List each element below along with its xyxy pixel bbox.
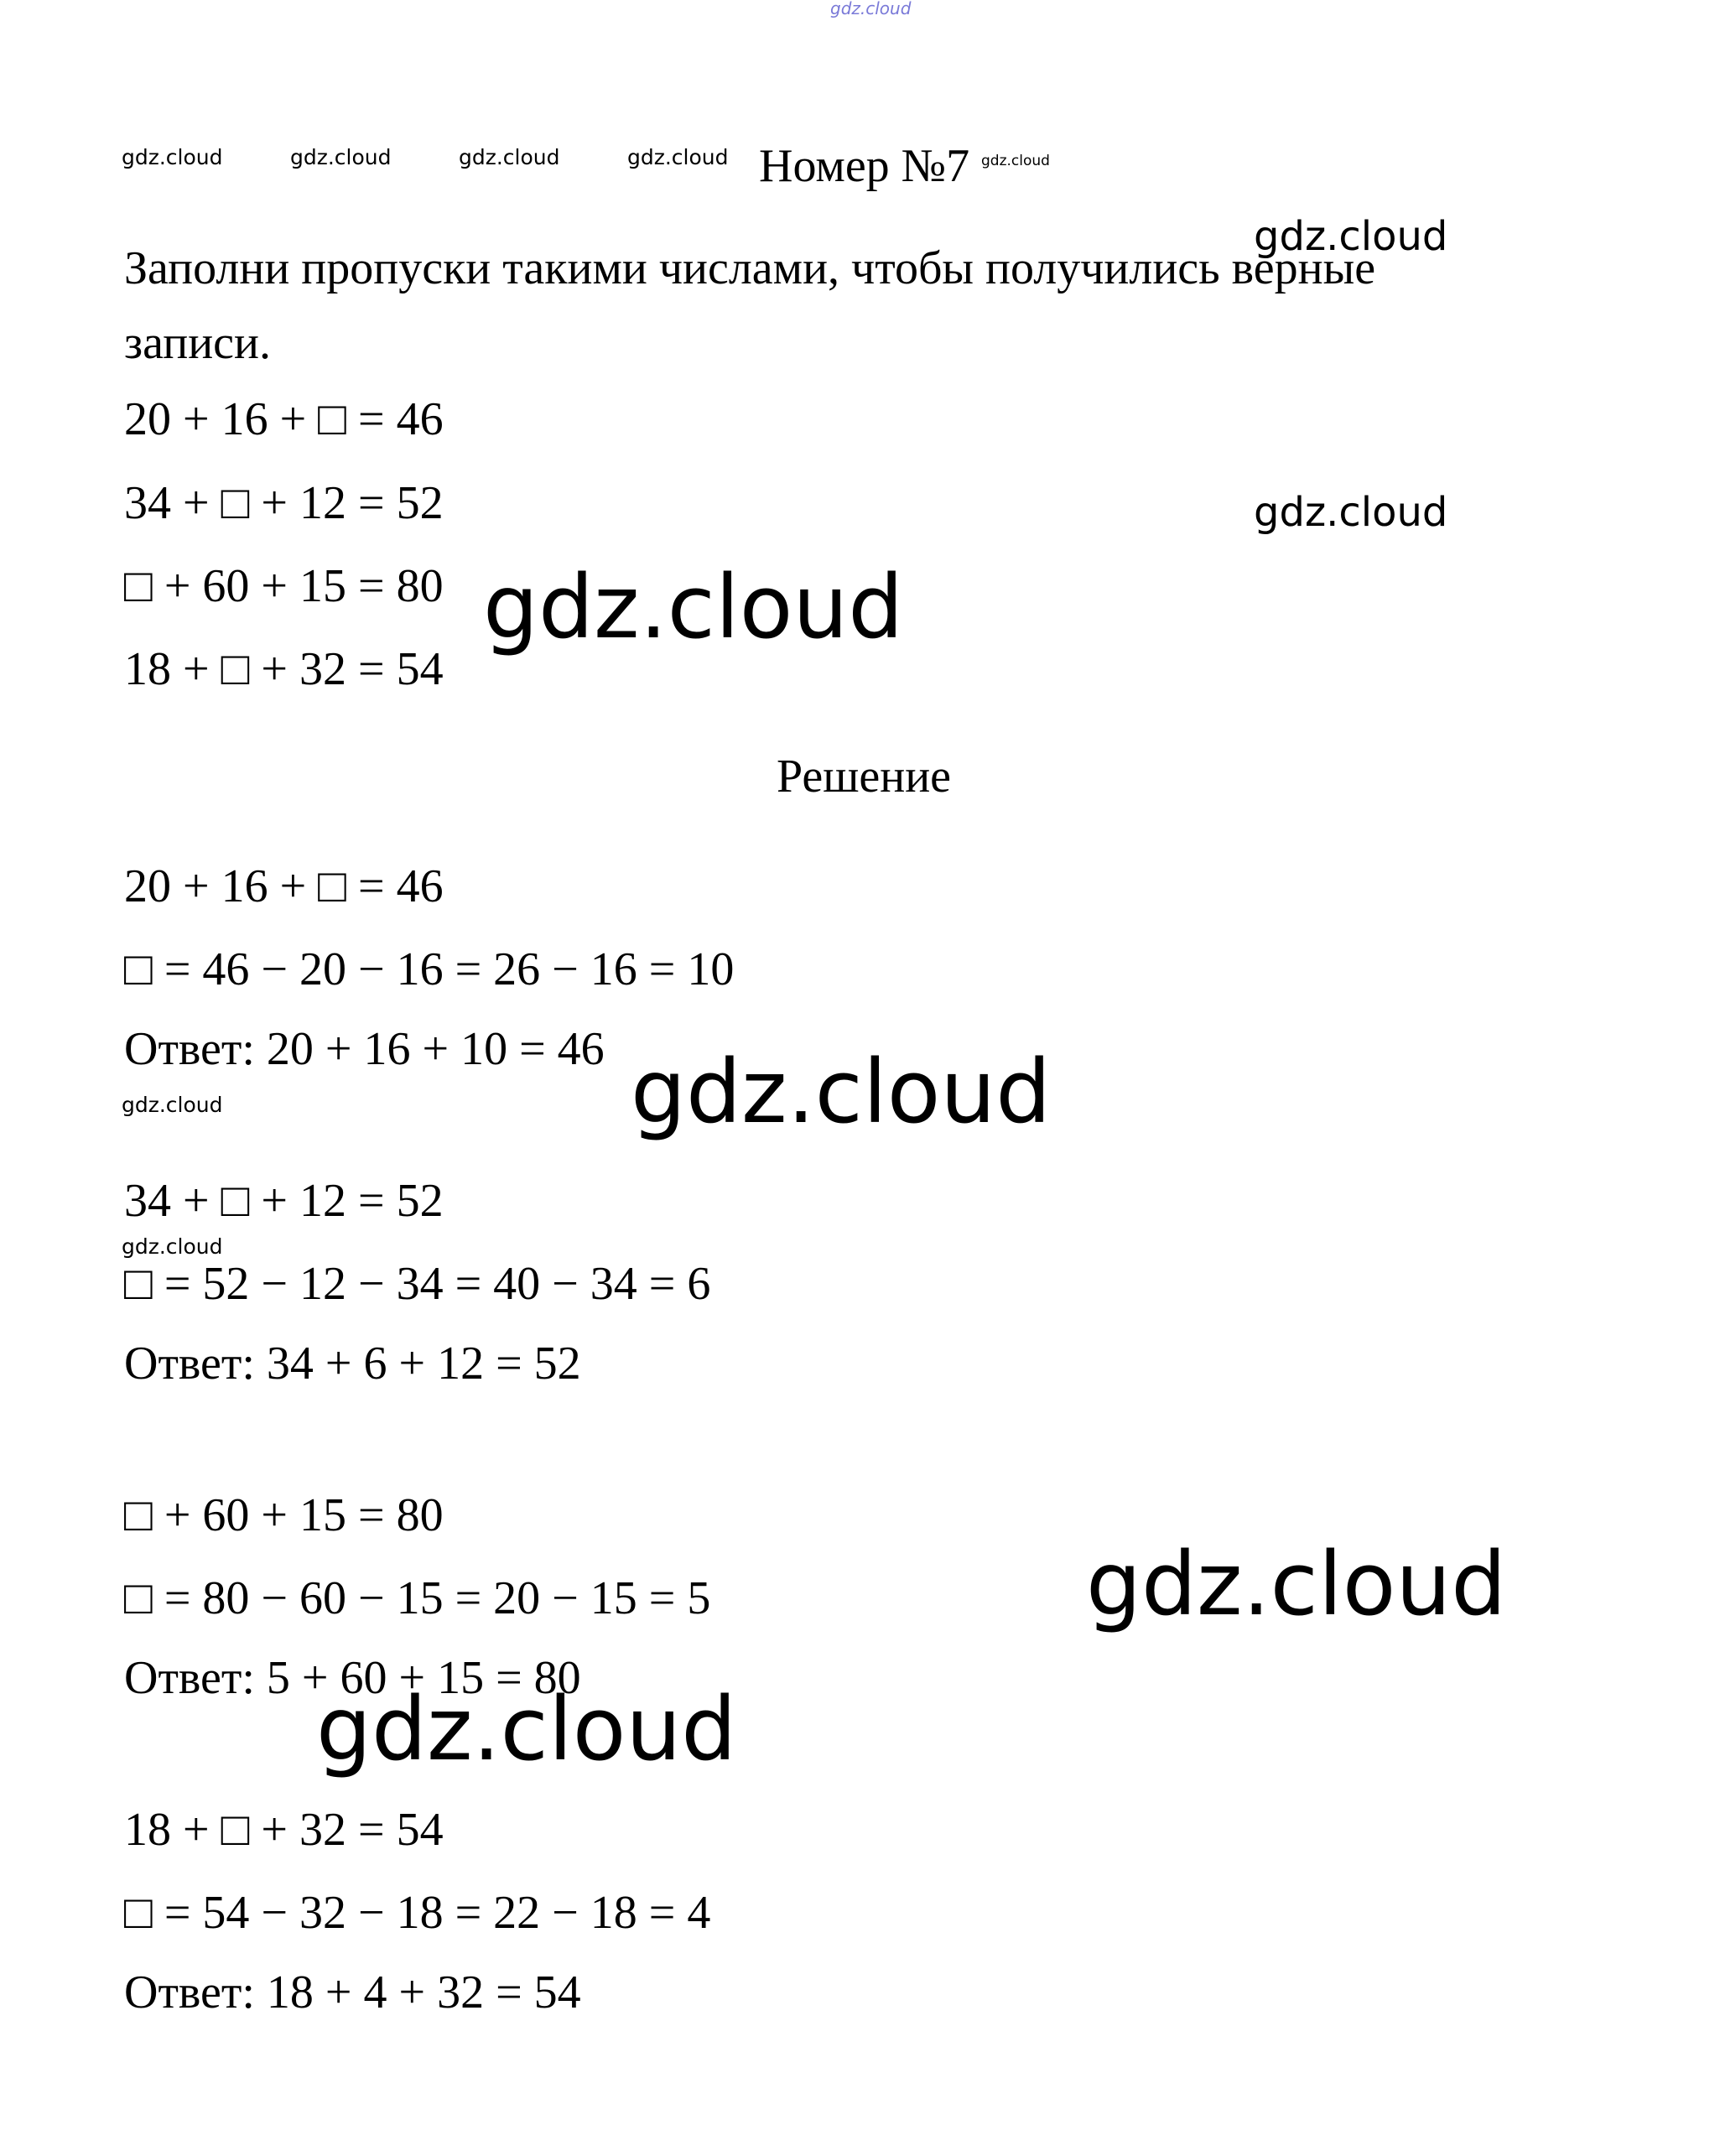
task-equation-4: 18 + □ + 32 = 54 xyxy=(124,643,444,695)
solution-3-equation: □ + 60 + 15 = 80 xyxy=(124,1489,444,1541)
watermark-left-2: gdz.cloud xyxy=(122,1234,223,1259)
solution-2-equation: 34 + □ + 12 = 52 xyxy=(124,1175,444,1227)
solution-1-equation: 20 + 16 + □ = 46 xyxy=(124,860,444,912)
task-equation-2: 34 + □ + 12 = 52 xyxy=(124,477,444,529)
watermark-large-3: gdz.cloud xyxy=(1086,1533,1507,1635)
watermark-header-1: gdz.cloud xyxy=(122,145,223,169)
watermark-large-2: gdz.cloud xyxy=(631,1041,1052,1143)
watermark-header-4: gdz.cloud xyxy=(627,145,729,169)
task-text-line-1: Заполни пропуски такими числами, чтобы получились верные xyxy=(124,242,1376,294)
watermark-left-1: gdz.cloud xyxy=(122,1093,223,1117)
watermark-large-4: gdz.cloud xyxy=(316,1678,737,1780)
solution-2-answer: Ответ: 34 + 6 + 12 = 52 xyxy=(124,1338,581,1390)
watermark-large-1: gdz.cloud xyxy=(483,556,904,658)
task-text-line-2: записи. xyxy=(124,317,271,369)
solution-3-answer: Ответ: 5 + 60 + 15 = 80 xyxy=(124,1652,581,1704)
solution-heading: Решение xyxy=(777,751,952,803)
page-title: Номер №7 xyxy=(759,140,970,192)
solution-2-calc: □ = 52 − 12 − 34 = 40 − 34 = 6 xyxy=(124,1258,711,1310)
watermark-header-3: gdz.cloud xyxy=(459,145,560,169)
watermark-top: gdz.cloud xyxy=(830,0,912,18)
solution-1-calc: □ = 46 − 20 − 16 = 26 − 16 = 10 xyxy=(124,943,735,995)
solution-4-calc: □ = 54 − 32 − 18 = 22 − 18 = 4 xyxy=(124,1887,711,1939)
watermark-right-1: gdz.cloud xyxy=(1254,213,1448,260)
watermark-right-2: gdz.cloud xyxy=(1254,489,1448,536)
watermark-header-2: gdz.cloud xyxy=(290,145,392,169)
solution-4-equation: 18 + □ + 32 = 54 xyxy=(124,1804,444,1856)
solution-1-answer: Ответ: 20 + 16 + 10 = 46 xyxy=(124,1023,605,1075)
watermark-title-small: gdz.cloud xyxy=(981,153,1050,169)
solution-4-answer: Ответ: 18 + 4 + 32 = 54 xyxy=(124,1966,581,2018)
task-equation-1: 20 + 16 + □ = 46 xyxy=(124,393,444,445)
solution-3-calc: □ = 80 − 60 − 15 = 20 − 15 = 5 xyxy=(124,1572,711,1624)
task-equation-3: □ + 60 + 15 = 80 xyxy=(124,560,444,612)
